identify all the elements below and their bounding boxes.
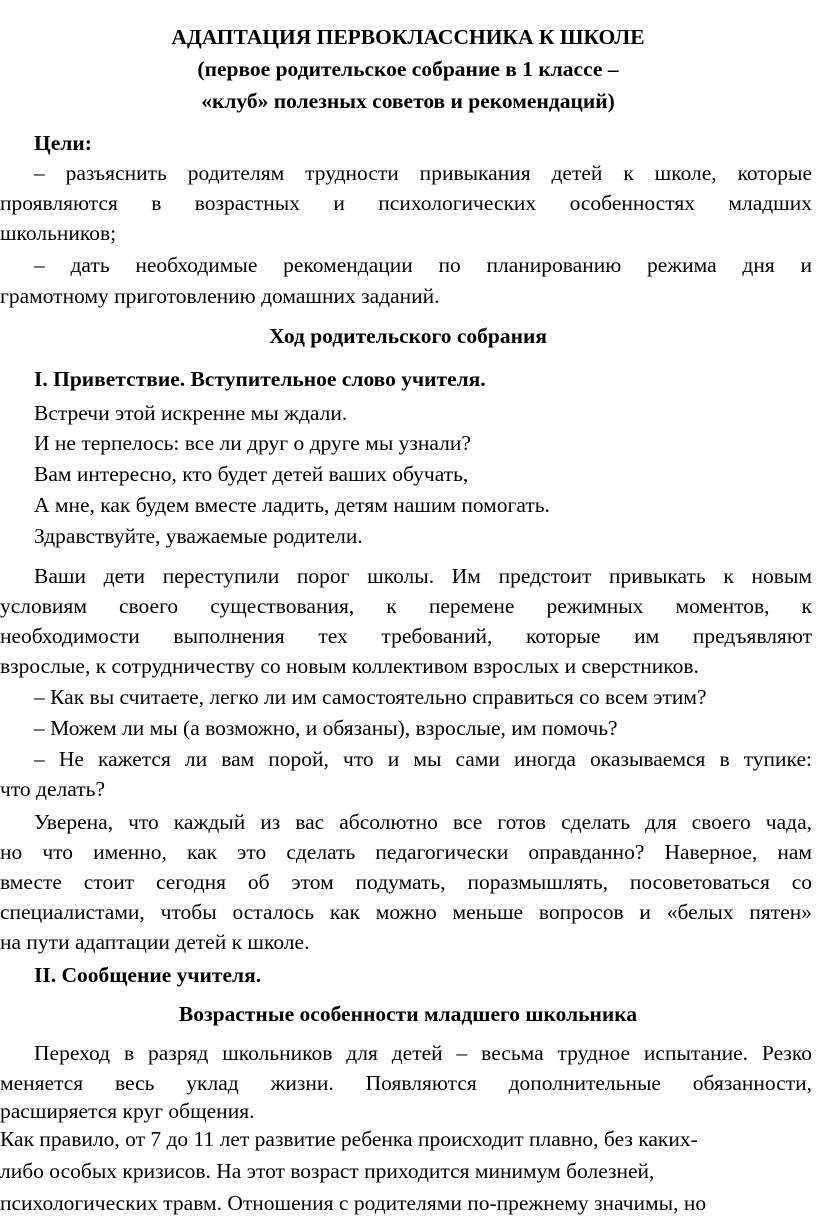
goals-line: грамотному приготовлению домашних заданий. (0, 284, 440, 308)
paragraph-line: Уверена, что каждый из вас абсолютно все готов сделать для своего чада, (34, 810, 812, 834)
poem-line: Вам интересно, кто будет детей ваших обучать, (34, 462, 469, 486)
goals-line: – дать необходимые рекомендации по планированию режима дня и (34, 253, 812, 277)
question-line: что делать? (0, 777, 105, 801)
paragraph-line: вместе стоит сегодня об этом подумать, поразмышлять, посоветоваться со (0, 870, 812, 894)
section-2-subheading: Возрастные особенности младшего школьника (178, 1002, 638, 1026)
paragraph-line: либо особых кризисов. На этот возраст приходится минимум болезней, (0, 1159, 655, 1183)
goals-line: школьников; (0, 221, 117, 245)
document-title: АДАПТАЦИЯ ПЕРВОКЛАССНИКА К ШКОЛЕ (171, 25, 645, 49)
section-2-heading: II. Сообщение учителя. (34, 963, 262, 987)
poem-line: Здравствуйте, уважаемые родители. (34, 524, 363, 548)
goals-line: – разъяснить родителям трудности привыкания детей к школе, которые (34, 161, 812, 185)
paragraph-line: необходимости выполнения тех требований, которые им предъявляют (0, 624, 812, 648)
paragraph-line: Переход в разряд школьников для детей – весьма трудное испытание. Резко (34, 1041, 812, 1065)
paragraph-line: психологических травм. Отношения с родителями по-прежнему значимы, но (0, 1191, 707, 1215)
paragraph-line: специалистами, чтобы осталось как можно меньше вопросов и «белых пятен» (0, 900, 812, 924)
paragraph-line: на пути адаптации детей к школе. (0, 930, 310, 954)
poem-line: И не терпелось: все ли друг о друге мы узнали? (34, 431, 471, 455)
paragraph-line: условиям своего существования, к перемене режимных моментов, к (0, 594, 812, 618)
goals-heading: Цели: (34, 131, 92, 155)
section-1-heading: I. Приветствие. Вступительное слово учителя. (34, 367, 486, 391)
paragraph-line: расширяется круг общения. (0, 1099, 255, 1123)
paragraph-line: меняется весь уклад жизни. Появляются дополнительные обязанности, (0, 1071, 812, 1095)
document-subtitle-line-2: «клуб» полезных советов и рекомендаций) (201, 89, 615, 113)
poem-line: Встречи этой искренне мы ждали. (34, 401, 348, 425)
document-subtitle-line-1: (первое родительское собрание в 1 классе – (197, 57, 619, 81)
paragraph-line: взрослые, к сотрудничеству со новым коллективом взрослых и сверстников. (0, 654, 699, 678)
paragraph-line: Ваши дети переступили порог школы. Им предстоит привыкать к новым (34, 564, 812, 588)
paragraph-line: Как правило, от 7 до 11 лет развитие ребенка происходит плавно, без каких- (0, 1127, 698, 1151)
poem-line: А мне, как будем вместе ладить, детям нашим помогать. (34, 493, 550, 517)
question-line: – Можем ли мы (а возможно, и обязаны), взрослые, им помочь? (34, 716, 618, 740)
question-line: – Не кажется ли вам порой, что и мы сами иногда оказываемся в тупике: (34, 747, 812, 771)
goals-line: проявляются в возрастных и психологических особенностях младших (0, 191, 812, 215)
course-heading: Ход родительского собрания (268, 324, 548, 348)
question-line: – Как вы считаете, легко ли им самостоятельно справиться со всем этим? (34, 685, 707, 709)
paragraph-line: но что именно, как это сделать педагогически оправданно? Наверное, нам (0, 840, 812, 864)
